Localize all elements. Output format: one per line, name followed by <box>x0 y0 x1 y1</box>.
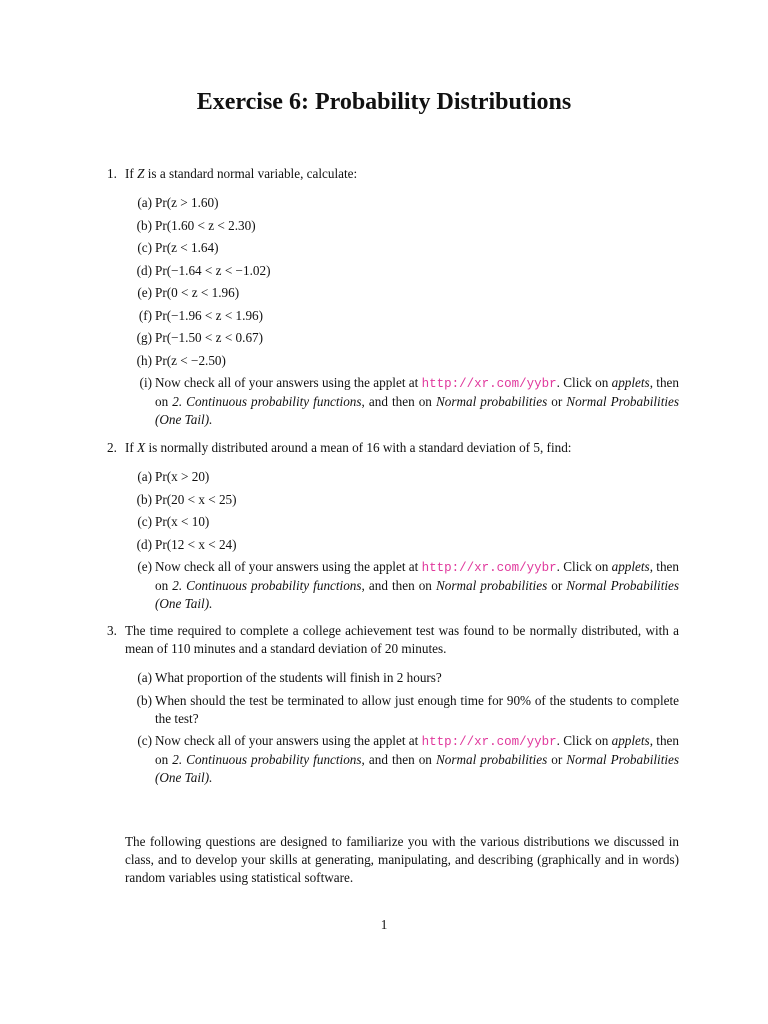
applet-link[interactable]: http://xr.com/yybr <box>421 377 557 391</box>
text: , then on <box>155 559 680 593</box>
item-label: (a) <box>137 195 152 210</box>
list-item <box>107 536 679 559</box>
item-label: (e) <box>137 285 152 300</box>
question-text: The time required to complete a college achievement test was found to be normally distributed, with a mean of 110 minutes and a standard deviation of 20 minutes. <box>125 623 679 656</box>
item-text: Pr(−1.50 < z < 0.67) <box>155 330 264 345</box>
text: is a standard normal variable, calculate: <box>144 166 358 181</box>
text: , and then on <box>361 752 436 767</box>
question-1 <box>107 165 680 427</box>
list-item <box>107 669 679 692</box>
variable: X <box>137 440 146 455</box>
item-label: (a) <box>137 670 152 685</box>
applet-link[interactable]: http://xr.com/yybr <box>421 735 557 749</box>
text: . <box>209 770 213 785</box>
question-number: 2. <box>107 440 117 455</box>
item-label: (c) <box>137 733 152 748</box>
item-label: (g) <box>136 330 152 345</box>
emph: Normal Probabilities (One Tail) <box>155 578 680 611</box>
item-label: (c) <box>137 514 152 529</box>
item-text: What proportion of the students will finish in 2 hours? <box>155 670 442 685</box>
text: . <box>209 412 213 427</box>
question-text <box>125 439 679 457</box>
text: , then on <box>155 733 680 767</box>
emph: 2. Continuous probability functions <box>172 394 362 409</box>
emph: applets <box>611 375 650 390</box>
check-instructions <box>155 558 679 613</box>
text: Now check all of your answers using the applet at <box>155 375 422 390</box>
list-item <box>107 468 679 491</box>
emph: applets <box>611 559 650 574</box>
item-text: Pr(z < −2.50) <box>155 352 226 368</box>
list-item <box>107 329 679 352</box>
list-item <box>107 491 679 514</box>
emph: Normal Probabilities (One Tail) <box>155 394 680 427</box>
variable: Z <box>137 166 145 181</box>
item-text: Pr(−1.96 < z < 1.96) <box>155 307 264 323</box>
list-item <box>107 352 679 375</box>
item-label: (b) <box>136 692 152 708</box>
item-label: (b) <box>136 491 152 507</box>
emph: 2. Continuous probability functions <box>172 752 362 767</box>
item-text: Pr(−1.64 < z < −1.02) <box>155 262 271 278</box>
emph: applets <box>611 733 650 748</box>
item-label: (d) <box>136 262 152 278</box>
emph: 2. Continuous probability functions <box>172 578 362 593</box>
page-number: 1 <box>380 917 388 932</box>
item-label: (b) <box>136 217 152 233</box>
item-label: (d) <box>136 536 152 552</box>
closing-paragraph: The following questions are designed to familiarize you with the various distributions we discussed in class, and to develop your skills at generating, manipulating, and describing (graphically and in words) random variables using statistical software. <box>125 834 679 885</box>
sub-items <box>107 468 679 613</box>
item-text: When should the test be terminated to allow just enough time for 90% of the students to complete the test? <box>155 692 679 726</box>
text: , and then on <box>361 394 436 409</box>
check-instructions <box>155 732 679 787</box>
list-item <box>107 262 679 285</box>
item-text: Pr(20 < x < 25) <box>155 491 237 507</box>
item-label: (e) <box>137 559 152 574</box>
emph: Normal Probabilities (One Tail) <box>155 752 680 785</box>
applet-link[interactable]: http://xr.com/yybr <box>421 561 557 575</box>
page-title: Exercise 6: Probability Distributions <box>196 89 572 115</box>
text: is normally distributed around a mean of 16 with a standard deviation of 5, find: <box>145 440 572 455</box>
text: Now check all of your answers using the applet at <box>155 559 422 574</box>
list-item <box>107 239 679 262</box>
question-3 <box>107 622 680 785</box>
item-text: Pr(1.60 < z < 2.30) <box>155 217 256 233</box>
question-2 <box>107 439 680 611</box>
item-text: Pr(x < 10) <box>155 514 210 529</box>
question-number: 1. <box>107 166 117 181</box>
text: , then on <box>155 375 680 409</box>
emph: Normal probabilities <box>435 752 548 767</box>
text: If <box>125 440 138 455</box>
list-item <box>107 194 679 217</box>
item-label: (i) <box>139 375 152 390</box>
list-item-check <box>107 558 679 613</box>
text: or <box>547 578 567 593</box>
text: or <box>547 752 567 767</box>
item-text: Pr(0 < z < 1.96) <box>155 285 240 300</box>
emph: Normal probabilities <box>435 394 548 409</box>
sub-items <box>107 194 679 429</box>
list-item-check <box>107 374 679 429</box>
item-text: Pr(x > 20) <box>155 469 210 484</box>
text: Now check all of your answers using the applet at <box>155 733 422 748</box>
question-text <box>125 165 679 183</box>
text: . <box>209 596 213 611</box>
question-number: 3. <box>107 623 117 638</box>
item-label: (a) <box>137 469 152 484</box>
list-item <box>107 513 679 536</box>
text: , and then on <box>361 578 436 593</box>
text: . Click on <box>556 375 612 390</box>
item-text: Pr(12 < x < 24) <box>155 536 237 552</box>
text: If <box>125 166 138 181</box>
list-item <box>107 284 679 307</box>
item-label: (f) <box>138 307 152 323</box>
item-label: (c) <box>137 240 152 255</box>
text: or <box>547 394 567 409</box>
text: . Click on <box>556 559 612 574</box>
list-item <box>107 217 679 240</box>
item-text: Pr(z > 1.60) <box>155 195 219 210</box>
check-instructions <box>155 374 679 429</box>
list-item-check <box>107 732 679 787</box>
item-label: (h) <box>136 352 152 368</box>
list-item <box>107 692 679 728</box>
emph: Normal probabilities <box>435 578 548 593</box>
list-item <box>107 307 679 330</box>
item-text: Pr(z < 1.64) <box>155 240 219 255</box>
text: . Click on <box>556 733 612 748</box>
sub-items <box>107 669 679 787</box>
